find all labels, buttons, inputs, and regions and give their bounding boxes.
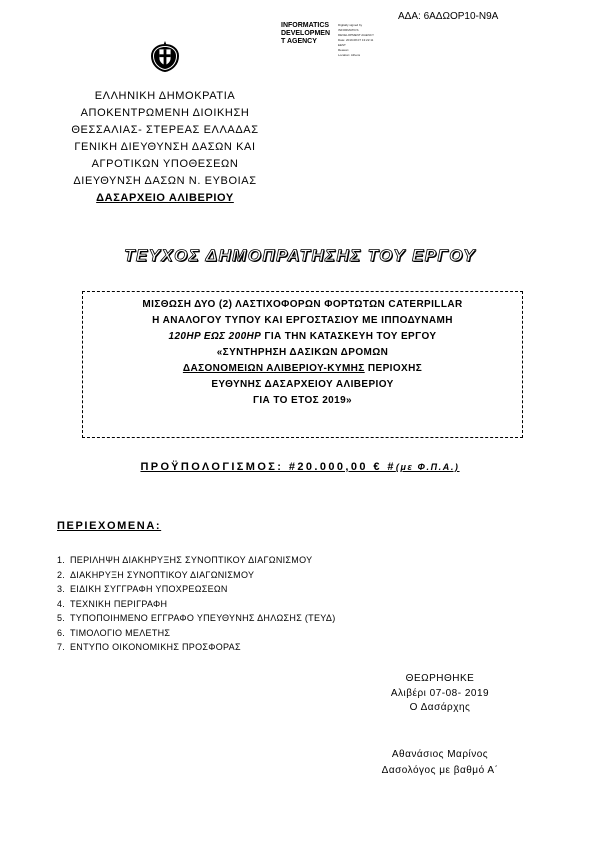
stamp-title-line: INFORMATICS — [281, 22, 330, 29]
project-line-text: ΓΙΑ ΤΗΝ ΚΑΤΑΣΚΕΥΗ ΤΟΥ ΕΡΓΟΥ — [264, 331, 437, 342]
stamp-detail-line: Date: 2019.08.07 13:22:11 — [338, 38, 374, 42]
authority-line: ΓΕΝΙΚΗ ΔΙΕΥΘΥΝΣΗ ΔΑΣΩΝ ΚΑΙ — [74, 141, 256, 153]
authority-line: ΑΠΟΚΕΝΤΡΩΜΕΝΗ ΔΙΟΙΚΗΣΗ — [80, 107, 250, 119]
stamp-detail-line: INFORMATICS — [338, 28, 359, 32]
item-text: ΔΙΑΚΗΡΥΞΗ ΣΥΝΟΠΤΙΚΟΥ ΔΙΑΓΩΝΙΣΜΟΥ — [70, 569, 255, 580]
forest-districts: ΔΑΣΟΝΟΜΕΙΩΝ ΑΛΙΒΕΡΙΟΥ-ΚΥΜΗΣ — [182, 363, 365, 374]
forest-office: ΔΑΣΑΡΧΕΙΟ ΑΛΙΒΕΡΙΟΥ — [96, 192, 234, 204]
stamp-detail-line: Digitally signed by — [338, 23, 363, 27]
digital-signature-stamp — [281, 22, 396, 57]
ada-number: ΑΔΑ: 6ΑΔΩΟΡ10-Ν9Α — [398, 11, 499, 22]
item-text: ΤΕΧΝΙΚΗ ΠΕΡΙΓΡΑΦΗ — [70, 598, 168, 609]
stamp-detail-line: DEVELOPMENT AGENCY — [338, 33, 374, 37]
place-date: Αλιβέρι 07-08- 2019 — [390, 687, 490, 699]
authority-line: ΘΕΣΣΑΛΙΑΣ- ΣΤΕΡΕΑΣ ΕΛΛΑΔΑΣ — [71, 124, 259, 136]
item-text: ΤΥΠΟΠΟΙΗΜΕΝΟ ΕΓΓΡΑΦΟ ΥΠΕΥΘΥΝΗΣ ΔΗΛΩΣΗΣ (ΤΕΥΔ) — [70, 613, 336, 623]
list-item — [57, 611, 336, 626]
item-text: ΕΝΤΥΠΟ ΟΙΚΟΝΟΜΙΚΗΣ ΠΡΟΣΦΟΡΑΣ — [70, 642, 241, 652]
signer-name: Αθανάσιος Μαρίνος — [391, 749, 489, 760]
stamp-detail-line: Reason: — [338, 48, 350, 52]
signer-role: Ο Δασάρχης — [409, 702, 471, 713]
project-line: ΕΥΘΥΝΗΣ ΔΑΣΑΡΧΕΙΟΥ ΑΛΙΒΕΡΙΟΥ — [211, 379, 394, 390]
project-line: «ΣΥΝΤΗΡΗΣΗ ΔΑΣΙΚΩΝ ΔΡΟΜΩΝ — [216, 347, 389, 358]
project-line — [84, 361, 521, 377]
signer-rank: Δασολόγος με βαθμό Α΄ — [381, 765, 499, 776]
contents-heading: ΠΕΡΙΕΧΟΜΕΝΑ: — [57, 520, 162, 532]
item-text: ΤΙΜΟΛΟΓΙΟ ΜΕΛΕΤΗΣ — [70, 627, 171, 638]
signer-block — [360, 747, 520, 779]
project-line-text: ΠΕΡΙΟΧΗΣ — [367, 363, 423, 374]
list-item — [57, 582, 336, 597]
stamp-title-line: DEVELOPMEN — [281, 30, 331, 37]
authority-line: ΕΛΛΗΝΙΚΗ ΔΗΜΟΚΡΑΤΙΑ — [94, 90, 236, 102]
issuing-authority — [50, 88, 280, 207]
item-number: 1. — [57, 555, 66, 565]
budget-amount: ΠΡΟΫΠΟΛΟΓΙΣΜΟΣ: #20.000,00 € # — [140, 461, 396, 473]
approval-block — [360, 672, 520, 716]
list-item — [57, 640, 336, 655]
document-title: ΤΕΥΧΟΣ ΔΗΜΟΠΡΑΤΗΣΗΣ ΤΟΥ ΕΡΓΟΥ — [124, 246, 476, 265]
stamp-title-line: T AGENCY — [281, 38, 317, 45]
project-line: ΜΙΣΘΩΣΗ ΔΥΟ (2) ΛΑΣΤΙΧΟΦΟΡΩΝ ΦΟΡΤΩΤΩΝ CATERPILLAR — [142, 299, 463, 310]
item-number: 2. — [57, 569, 66, 580]
list-item — [57, 626, 336, 641]
project-description — [84, 297, 521, 409]
stamp-detail-line: Location: Athens — [338, 53, 361, 57]
budget-vat-note: (με Φ.Π.Α.) — [395, 462, 460, 472]
greek-coat-of-arms-icon — [148, 40, 182, 74]
approval-label: ΘΕΩΡΗΘΗΚΕ — [405, 673, 475, 684]
contents-list — [57, 553, 336, 655]
authority-line: ΑΓΡΟΤΙΚΩΝ ΥΠΟΘΕΣΕΩΝ — [91, 158, 239, 170]
stamp-detail-line: EEST — [338, 43, 346, 47]
project-line: ΓΙΑ ΤΟ ΕΤΟΣ 2019» — [252, 395, 353, 406]
item-number: 3. — [57, 584, 66, 594]
item-number: 7. — [57, 642, 66, 652]
item-text: ΕΙΔΙΚΗ ΣΥΓΓΡΑΦΗ ΥΠΟΧΡΕΩΣΕΩΝ — [70, 584, 228, 594]
project-line: Η ΑΝΑΛΟΓΟΥ ΤΥΠΟΥ ΚΑΙ ΕΡΓΟΣΤΑΣΙΟΥ ΜΕ ΙΠΠΟΔΥΝΑΜΗ — [152, 315, 453, 326]
item-number: 6. — [57, 627, 66, 638]
stamp-details — [338, 23, 398, 58]
authority-line: ΔΙΕΥΘΥΝΣΗ ΔΑΣΩΝ Ν. ΕΥΒΟΙΑΣ — [73, 175, 257, 187]
list-item — [57, 597, 336, 612]
horsepower-range: 120HP ΕΩΣ 200HP — [168, 331, 262, 342]
item-text: ΠΕΡΙΛΗΨΗ ΔΙΑΚΗΡΥΞΗΣ ΣΥΝΟΠΤΙΚΟΥ ΔΙΑΓΩΝΙΣΜΟΥ — [70, 555, 313, 565]
list-item — [57, 553, 336, 568]
budget-line — [60, 461, 540, 473]
project-line — [84, 329, 521, 345]
list-item — [57, 568, 336, 583]
stamp-title — [281, 22, 336, 46]
item-number: 5. — [57, 613, 66, 623]
item-number: 4. — [57, 598, 66, 609]
